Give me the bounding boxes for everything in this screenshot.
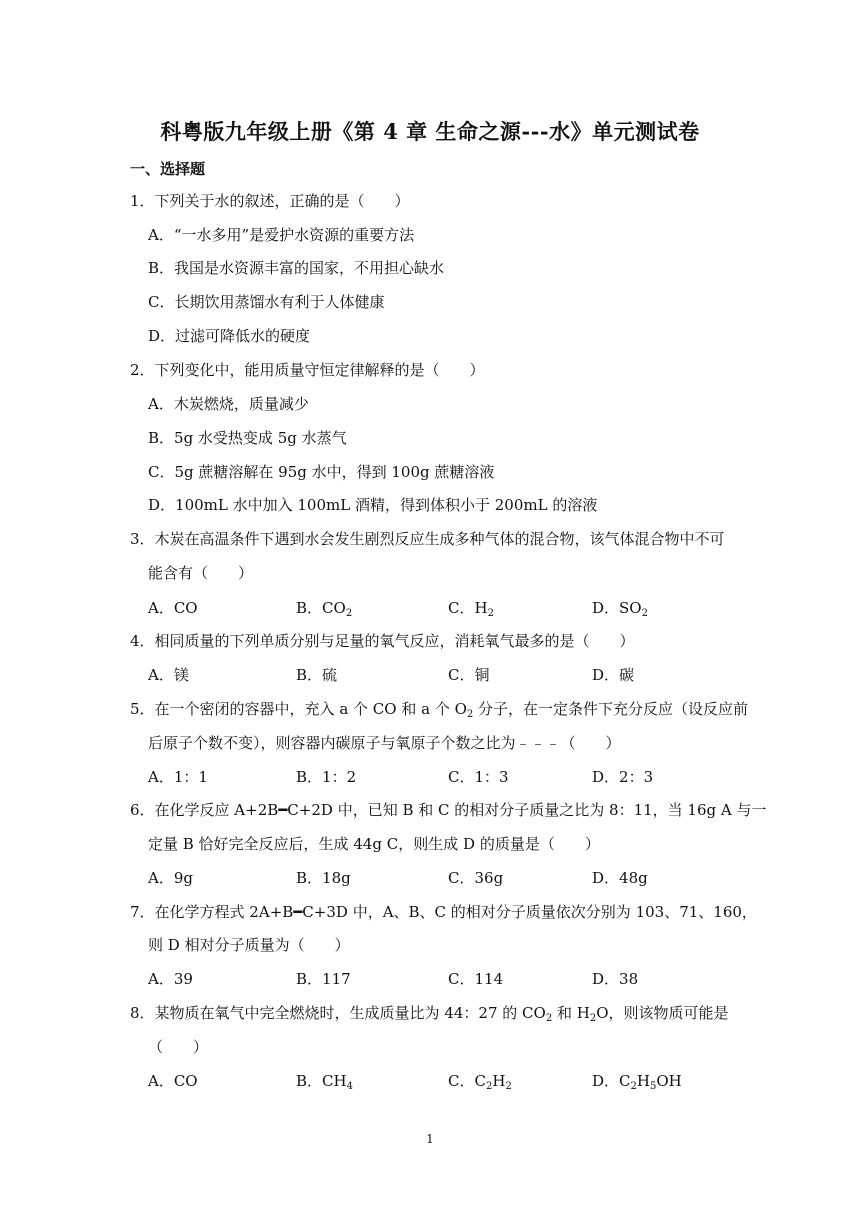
question-3-stem: 3．木炭在高温条件下遇到水会发生剧烈反应生成多种气体的混合物，该气体混合物中不可 (130, 530, 725, 548)
question-8-option-a: A．CO (148, 1072, 198, 1090)
question-7-option-c: C．114 (448, 970, 504, 988)
question-6-option-b: B．18g (296, 869, 351, 887)
question-8-option-b: B．$CH_4$ (296, 1072, 353, 1092)
question-6-option-d: D．48g (592, 869, 648, 887)
question-4-option-c: C．铜 (448, 666, 490, 684)
question-7-option-d: D．38 (592, 970, 639, 988)
question-1-option-c: C．长期饮用蒸馏水有利于人体健康 (148, 293, 385, 311)
question-8-stem: 8．某物质在氧气中完全燃烧时，生成质量比为 44：27 的 $CO_2$ 和 $H_2O$，则该物质可能是 (130, 1004, 729, 1024)
question-2-option-a: A．木炭燃烧，质量减少 (148, 395, 309, 413)
page-number: 1 (426, 1132, 434, 1146)
question-4-option-a: A．镁 (148, 666, 189, 684)
question-5-stem-continued: 后原子个数不变），则容器内碳原子与氧原子个数之比为﹣﹣﹣（ ） (148, 734, 621, 752)
question-5-option-c: C．1：3 (448, 768, 509, 786)
question-2-option-d: D．100mL 水中加入 100mL 酒精，得到体积小于 200mL 的溶液 (148, 496, 598, 514)
question-7-stem-continued: 则 D 相对分子质量为（ ） (148, 936, 350, 954)
question-4-option-b: B．硫 (296, 666, 338, 684)
question-1-option-d: D．过滤可降低水的硬度 (148, 327, 311, 345)
question-5-stem: 5．在一个密闭的容器中，充入 a 个 CO 和 a 个 $O_2$ 分子，在一定条件下充分反应（设反应前 (130, 700, 749, 720)
question-5-option-b: B．1：2 (296, 768, 357, 786)
question-3-stem-continued: 能含有（ ） (148, 564, 254, 582)
question-7-stem: 7．在化学方程式 2A+B━C+3D 中，A、B、C 的相对分子质量依次分别为 103、71、160， (130, 903, 757, 921)
question-7-option-b: B．117 (296, 970, 351, 988)
question-4-stem: 4．相同质量的下列单质分别与足量的氧气反应，消耗氧气最多的是（ ） (130, 632, 635, 650)
question-3-option-b: B．$CO_2$ (296, 599, 353, 619)
question-3-option-d: D．$SO_2$ (592, 599, 648, 619)
question-4-option-d: D．碳 (592, 666, 635, 684)
question-6-option-c: C．36g (448, 869, 504, 887)
document-title: 科粤版九年级上册《第 4 章 生命之源---水》单元测试卷 (160, 119, 700, 144)
question-1-option-b: B．我国是水资源丰富的国家，不用担心缺水 (148, 259, 445, 277)
question-5-option-d: D．2：3 (592, 768, 654, 786)
question-6-stem-continued: 定量 B 恰好完全反应后，生成 44g C，则生成 D 的质量是（ ） (148, 835, 600, 853)
section-heading: 一、选择题 (130, 160, 206, 178)
question-2-option-c: C．5g 蔗糖溶解在 95g 水中，得到 100g 蔗糖溶液 (148, 463, 495, 481)
question-2-stem: 2．下列变化中，能用质量守恒定律解释的是（ ） (130, 361, 485, 379)
question-2-option-b: B．5g 水受热变成 5g 水蒸气 (148, 429, 347, 447)
question-7-option-a: A．39 (148, 970, 193, 988)
question-3-option-c: C．$H_2$ (448, 599, 494, 619)
question-1-option-a: A．“一水多用”是爱护水资源的重要方法 (148, 226, 415, 244)
question-6-stem: 6．在化学反应 A+2B━C+2D 中，已知 B 和 C 的相对分子质量之比为 8：11，当 16g A 与一 (130, 801, 767, 819)
question-8-option-d: D．$C_2H_5OH$ (592, 1072, 682, 1092)
question-1-stem: 1．下列关于水的叙述，正确的是（ ） (130, 192, 410, 210)
question-8-option-c: C．$C_2H_2$ (448, 1072, 512, 1092)
question-6-option-a: A．9g (148, 869, 193, 887)
question-8-stem-continued: （ ） (148, 1038, 209, 1056)
question-5-option-a: A．1：1 (148, 768, 208, 786)
question-3-option-a: A．CO (148, 599, 198, 617)
